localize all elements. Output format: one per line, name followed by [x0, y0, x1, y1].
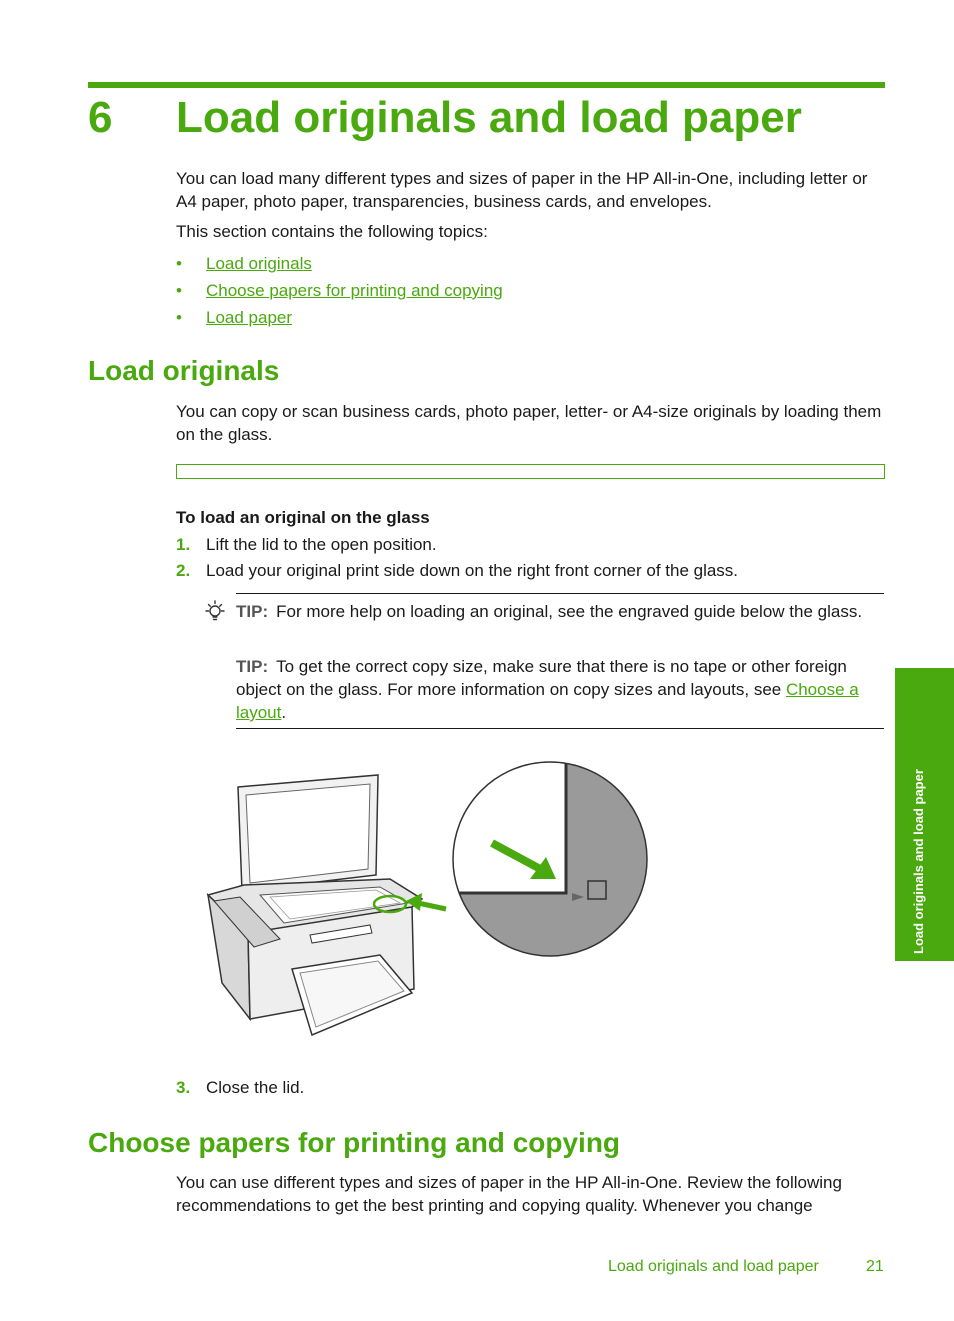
step-number: 1.: [176, 535, 191, 554]
tip-1: [236, 600, 886, 623]
chapter-top-rule: [88, 82, 885, 88]
topic-list: [176, 250, 503, 331]
chapter-number: 6: [88, 93, 113, 142]
section-heading-load-originals: Load originals: [88, 355, 280, 386]
empty-note-box: [176, 464, 885, 479]
load-originals-body: You can copy or scan business cards, photo paper, letter- or A4-size originals by loading them on the glass.: [176, 402, 882, 444]
step-number: 3.: [176, 1078, 191, 1097]
lightbulb-tip-icon: [202, 599, 228, 625]
section-heading-choose-papers: Choose papers for printing and copying: [88, 1127, 621, 1158]
topics-intro: This section contains the following topics:: [176, 222, 488, 241]
tip-label: TIP:: [236, 602, 269, 621]
footer-chapter-title: Load originals and load paper: [608, 1258, 819, 1275]
printer-glass-illustration: [200, 757, 660, 1042]
topic-list-item: [176, 250, 503, 277]
chapter-heading: [88, 92, 888, 148]
intro-paragraph: You can load many different types and sizes of paper in the HP All-in-One, including letter or A4 paper, photo paper, transparencies, business cards, and envelopes.: [176, 169, 868, 211]
bullet-icon: •: [176, 281, 182, 300]
tip-2: [236, 655, 886, 724]
topic-list-item: [176, 304, 503, 331]
step-text: Lift the lid to the open position.: [206, 535, 437, 554]
bullet-icon: •: [176, 308, 182, 327]
tip-label: TIP:: [236, 657, 269, 676]
choose-a-layout-link[interactable]: Choose a layout: [236, 680, 859, 722]
bullet-icon: •: [176, 254, 182, 273]
topic-link-choose-papers[interactable]: Choose papers for printing and copying: [206, 281, 503, 300]
step-text: Close the lid.: [206, 1078, 305, 1097]
chapter-title: Load originals and load paper: [176, 93, 802, 142]
topic-link-load-paper[interactable]: Load paper: [206, 308, 293, 327]
tip-1-text: For more help on loading an original, see the engraved guide below the glass.: [276, 602, 863, 621]
procedure-title: To load an original on the glass: [176, 508, 430, 527]
page-number: 21: [866, 1258, 884, 1275]
tip-box: [236, 593, 884, 729]
topic-list-item: [176, 277, 503, 304]
chapter-side-tab: [895, 668, 954, 961]
step-number: 2.: [176, 561, 191, 580]
side-tab-label: Load originals and load paper: [911, 769, 926, 954]
step-text: Load your original print side down on the right front corner of the glass.: [206, 561, 739, 580]
topic-link-load-originals[interactable]: Load originals: [206, 254, 312, 273]
choose-papers-body: You can use different types and sizes of paper in the HP All-in-One. Review the following recommendations to get the best printing and copying quality. Whenever you change: [176, 1173, 842, 1215]
tip-2-text: To get the correct copy size, make sure that there is no tape or other foreign object on the glass. For more information on copy sizes and layouts, see: [236, 657, 847, 699]
tip-2-end: .: [281, 703, 287, 722]
